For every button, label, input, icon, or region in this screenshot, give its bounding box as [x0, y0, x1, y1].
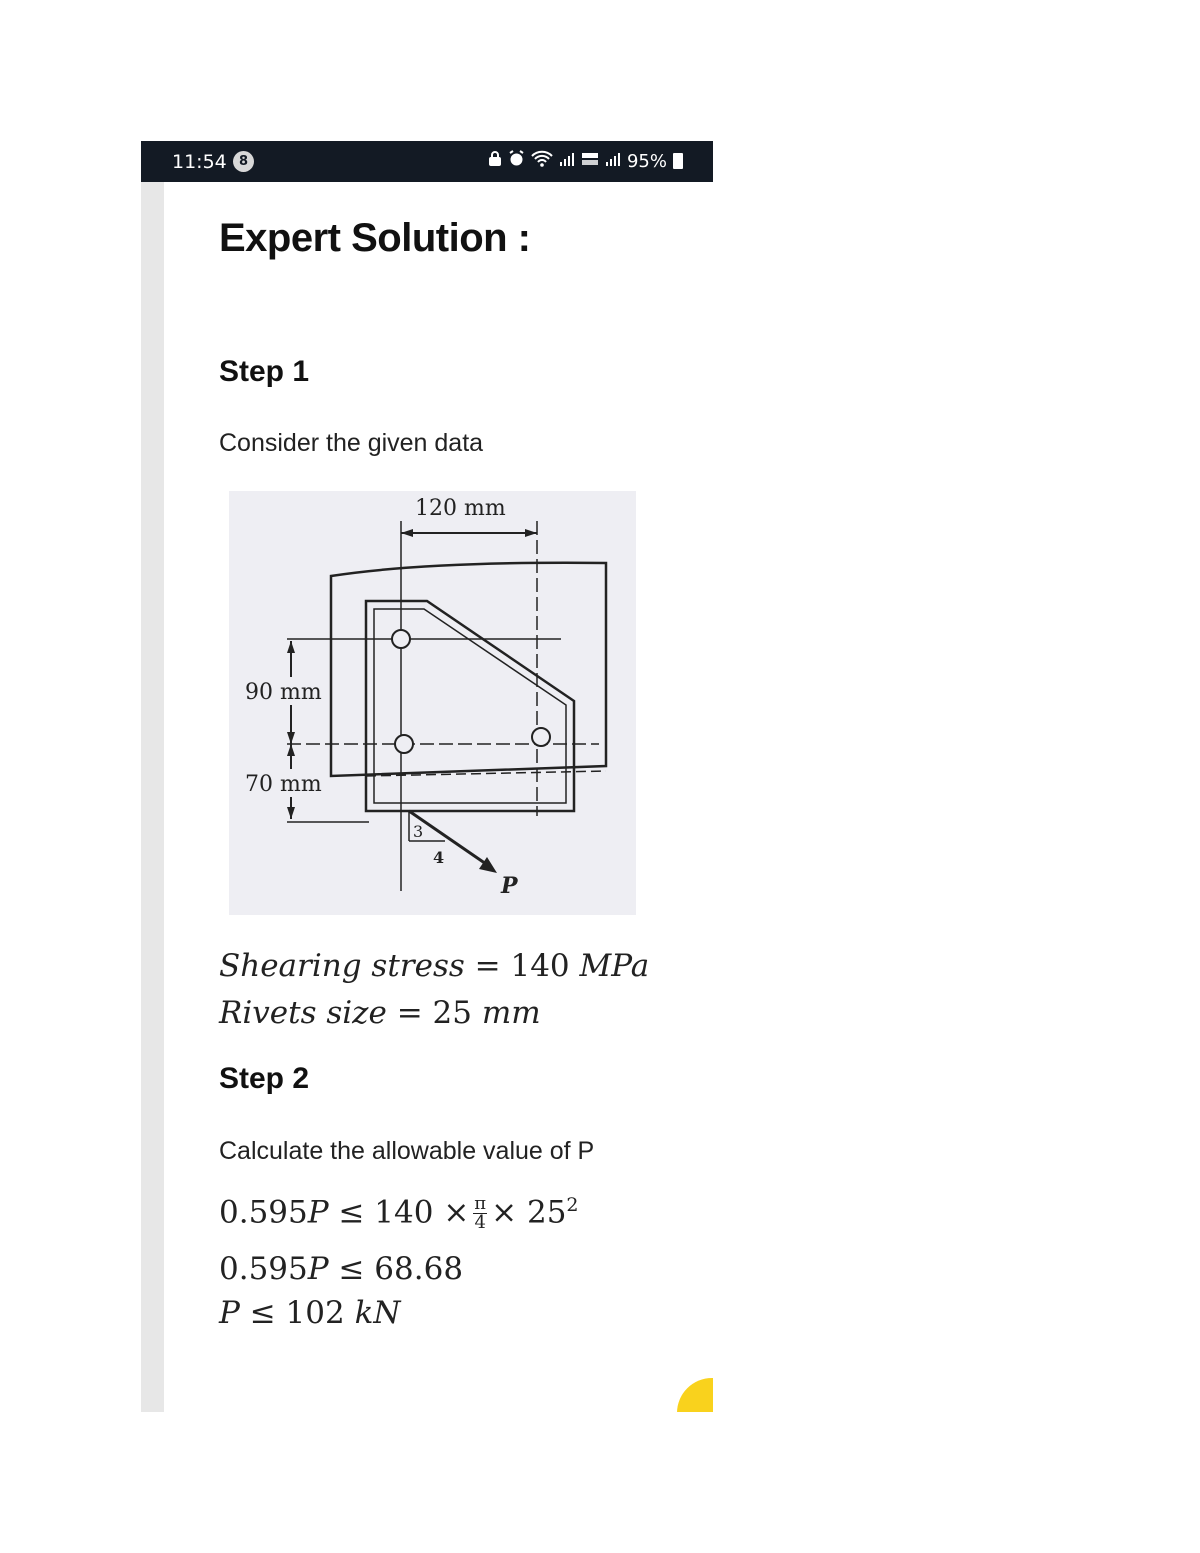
step-2-heading: Step 2 — [219, 1062, 310, 1095]
signal-icon — [559, 151, 575, 172]
left-edge-bar — [141, 182, 164, 1412]
riveted-connection-figure — [229, 491, 636, 915]
shearing-stress-equation: Shearing stress = 140 MPa — [219, 948, 650, 984]
status-time: 11:54 — [172, 151, 227, 173]
rivet-c — [532, 728, 550, 746]
line2-rhs: 68.68 — [374, 1251, 464, 1287]
rivet-b — [395, 735, 413, 753]
phone-screen — [141, 141, 713, 1412]
frac-denominator: 4 — [474, 1212, 486, 1234]
line1-coef: 0.595 — [219, 1194, 308, 1231]
battery-percent: 95% — [626, 150, 667, 172]
line3-value: 102 — [285, 1295, 345, 1331]
notification-badge: 8 — [233, 151, 254, 172]
line2-coef: 0.595 — [219, 1251, 308, 1287]
volte-icon — [581, 151, 599, 172]
step-1-heading: Step 1 — [219, 355, 310, 388]
eq2-unit: mm — [481, 995, 541, 1031]
line3-unit: kN — [354, 1295, 401, 1331]
line3-var: P — [219, 1295, 240, 1331]
wifi-icon — [531, 150, 553, 172]
eq2-left: Rivets size — [219, 995, 387, 1031]
lock-icon — [488, 151, 502, 172]
eq1-value: 140 — [510, 948, 570, 984]
dim-upper-label: 90 mm — [245, 680, 322, 705]
dim-lower-label: 70 mm — [245, 772, 322, 797]
calc-line-2: 0.595P ≤ 68.68 — [219, 1251, 464, 1287]
line1-exponent: 2 — [566, 1194, 579, 1216]
rivet-size-equation: Rivets size = 25 mm — [219, 995, 541, 1031]
line1-rhs: 140 × — [374, 1194, 470, 1231]
status-bar — [141, 141, 713, 182]
slope-rise-label: 3 — [413, 822, 424, 841]
rivet-a — [392, 630, 410, 648]
line1-var: P — [307, 1194, 329, 1231]
calc-line-3: P ≤ 102 kN — [219, 1295, 401, 1331]
frac-numerator: π — [474, 1193, 487, 1215]
signal-icon-2 — [605, 151, 621, 172]
page-title: Expert Solution : — [219, 216, 531, 260]
eq1-unit: MPa — [579, 948, 650, 984]
force-label: P — [501, 873, 518, 899]
pi-over-4-fraction — [473, 1195, 487, 1232]
status-icons — [488, 150, 683, 172]
calc-line-1: 0.595P ≤ 140 × $\frac{\pi}{4}$ × $25^2$ — [219, 1193, 579, 1234]
eq1-left: Shearing stress — [219, 948, 465, 984]
step-2-text: Calculate the allowable value of P — [219, 1137, 595, 1165]
line2-var: P — [307, 1251, 329, 1287]
eq2-value: 25 — [432, 995, 472, 1031]
alarm-icon — [508, 150, 525, 172]
floating-action-button[interactable] — [677, 1378, 713, 1412]
dim-width-label: 120 mm — [415, 496, 506, 521]
line1-times: × 25 — [491, 1194, 567, 1231]
slope-run-label: 4 — [433, 848, 445, 867]
battery-icon — [673, 153, 683, 169]
step-1-text: Consider the given data — [219, 429, 484, 457]
